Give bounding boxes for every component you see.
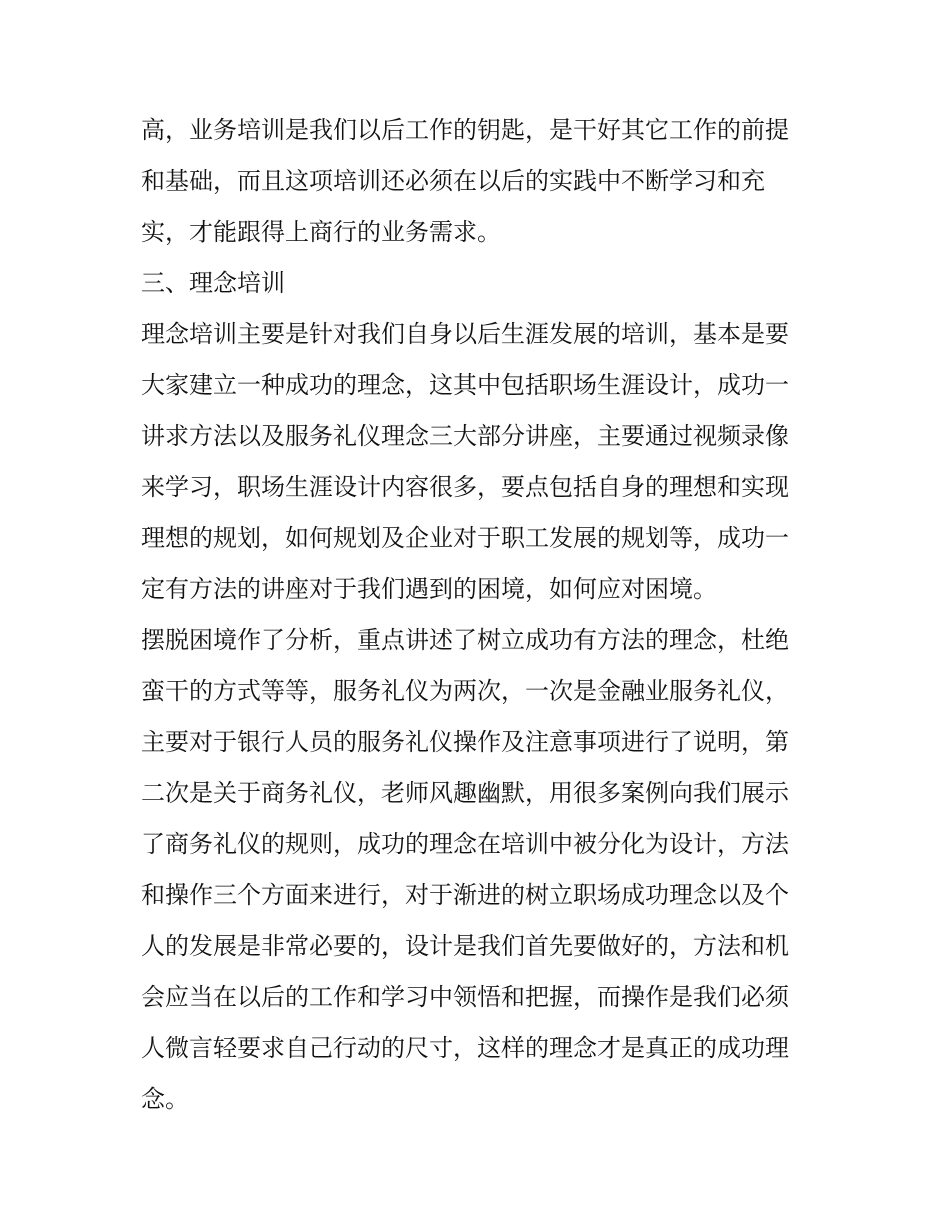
text-line: 理想的规划，如何规划及企业对于职工发展的规划等，成功一	[141, 524, 789, 552]
text-line: 实，才能跟得上商行的业务需求。	[141, 218, 501, 246]
text-line: 主要对于银行人员的服务礼仪操作及注意事项进行了说明，第	[141, 728, 789, 756]
text-line: 来学习，职场生涯设计内容很多，要点包括自身的理想和实现	[141, 473, 789, 501]
text-line: 人的发展是非常必要的，设计是我们首先要做好的，方法和机	[141, 932, 789, 960]
text-line: 二次是关于商务礼仪，老师风趣幽默，用很多案例向我们展示	[141, 779, 789, 807]
text-line: 和基础，而且这项培训还必须在以后的实践中不断学习和充	[141, 167, 765, 195]
text-line: 理念培训主要是针对我们自身以后生涯发展的培训，基本是要	[141, 320, 789, 348]
text-line: 和操作三个方面来进行，对于渐进的树立职场成功理念以及个	[141, 881, 789, 909]
text-line: 会应当在以后的工作和学习中领悟和把握，而操作是我们必须	[141, 983, 789, 1011]
text-line: 高，业务培训是我们以后工作的钥匙，是干好其它工作的前提	[141, 116, 789, 144]
text-line: 大家建立一种成功的理念，这其中包括职场生涯设计，成功一	[141, 371, 789, 399]
section-heading: 三、理念培训	[141, 269, 285, 297]
text-line: 讲求方法以及服务礼仪理念三大部分讲座，主要通过视频录像	[141, 422, 789, 450]
text-line: 定有方法的讲座对于我们遇到的困境，如何应对困境。	[141, 575, 717, 603]
document-body	[141, 105, 821, 1125]
text-line: 了商务礼仪的规则，成功的理念在培训中被分化为设计，方法	[141, 830, 789, 858]
text-line: 念。	[141, 1085, 189, 1113]
text-line: 摆脱困境作了分析，重点讲述了树立成功有方法的理念，杜绝	[141, 626, 789, 654]
text-line: 人微言轻要求自己行动的尺寸，这样的理念才是真正的成功理	[141, 1034, 789, 1062]
text-line: 蛮干的方式等等，服务礼仪为两次，一次是金融业服务礼仪，	[141, 677, 789, 705]
